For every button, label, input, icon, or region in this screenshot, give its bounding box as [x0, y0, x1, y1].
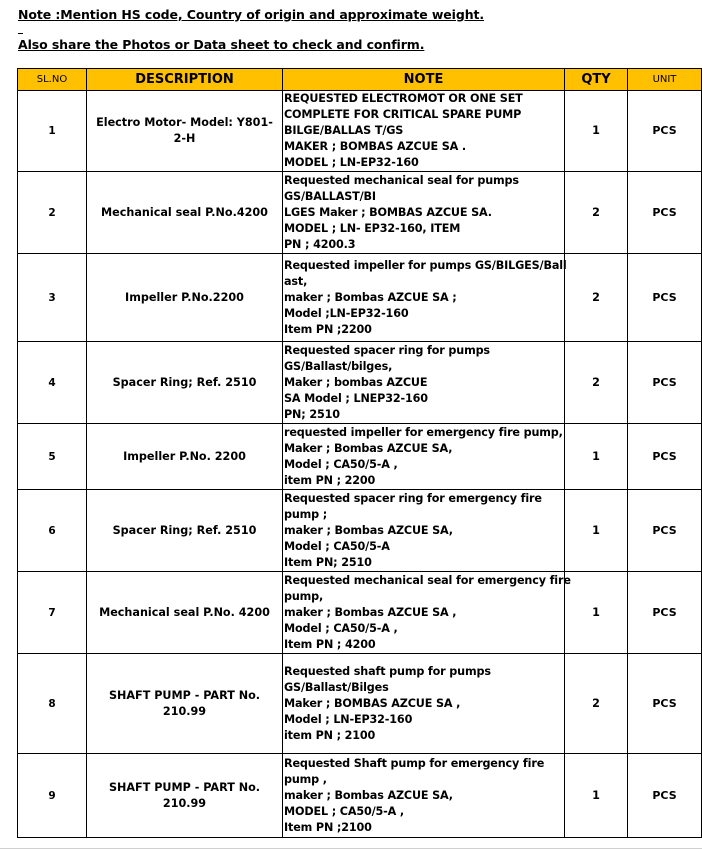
cell-description: Mechanical seal P.No. 4200	[87, 572, 283, 654]
cell-note	[283, 172, 565, 254]
cell-unit: PCS	[628, 572, 702, 654]
note-line: maker ; Bombas AZCUE SA ;	[284, 290, 457, 304]
note-line: item PN ; 2200	[284, 473, 376, 487]
note-line: Maker ; bombas AZCUE	[284, 375, 428, 389]
note-line: PN; 2510	[284, 407, 340, 421]
cell-note	[283, 754, 565, 838]
cell-note	[283, 254, 565, 342]
table-row	[18, 754, 702, 838]
instruction-note-photos: Also share the Photos or Data sheet to check and confirm.	[18, 37, 425, 52]
cell-description: Impeller P.No. 2200	[87, 424, 283, 490]
cell-slno: 4	[18, 342, 87, 424]
note-line: requested impeller for emergency fire pump,	[284, 425, 563, 439]
table-row	[18, 91, 702, 172]
table-row	[18, 490, 702, 572]
cell-unit: PCS	[628, 172, 702, 254]
cell-description: SHAFT PUMP - PART No. 210.99	[87, 754, 283, 838]
cell-qty: 1	[565, 91, 628, 172]
note-line: Requested Shaft pump for emergency fire	[284, 756, 545, 770]
cell-note	[283, 424, 565, 490]
table-row	[18, 254, 702, 342]
instruction-note-hs-code: Note :Mention HS code, Country of origin and approximate weight.	[18, 7, 485, 22]
note-line: COMPLETE FOR CRITICAL SPARE PUMP	[284, 108, 522, 121]
column-header-unit: UNIT	[628, 69, 702, 91]
cell-slno: 9	[18, 754, 87, 838]
note-line: Item PN; 2510	[284, 555, 372, 569]
cell-description: SHAFT PUMP - PART No. 210.99	[87, 654, 283, 754]
stray-mark	[18, 33, 23, 34]
cell-qty: 2	[565, 254, 628, 342]
note-line: LGES Maker ; BOMBAS AZCUE SA.	[284, 205, 492, 219]
note-line: GS/Ballast/bilges,	[284, 359, 393, 373]
table-header-row	[18, 69, 702, 91]
note-line: MODEL ; LN-EP32-160	[284, 156, 419, 169]
cell-unit: PCS	[628, 654, 702, 754]
column-header-qty: QTY	[565, 69, 628, 91]
cell-description: Mechanical seal P.No.4200	[87, 172, 283, 254]
note-line: MODEL ; CA50/5-A ,	[284, 804, 405, 818]
note-line: Maker ; Bombas AZCUE SA,	[284, 441, 453, 455]
cell-note	[283, 654, 565, 754]
cell-unit: PCS	[628, 754, 702, 838]
note-line: MODEL ; LN- EP32-160, ITEM	[284, 221, 461, 235]
cell-qty: 1	[565, 754, 628, 838]
table-row	[18, 654, 702, 754]
cell-slno: 8	[18, 654, 87, 754]
note-line: maker ; Bombas AZCUE SA,	[284, 788, 453, 802]
note-line: Item PN ;2100	[284, 820, 372, 834]
note-line: BILGE/BALLAS T/GS	[284, 124, 404, 137]
note-line: Item PN ;2200	[284, 322, 372, 336]
note-line: SA Model ; LNEP32-160	[284, 391, 428, 405]
note-line: GS/BALLAST/BI	[284, 189, 376, 203]
note-line: Model ; CA50/5-A ,	[284, 457, 398, 471]
table-row	[18, 424, 702, 490]
note-line: REQUESTED ELECTROMOT OR ONE SET	[284, 92, 523, 105]
note-line: pump,	[284, 589, 324, 603]
table-row	[18, 172, 702, 254]
note-line: pump ,	[284, 772, 327, 786]
note-line: PN ; 4200.3	[284, 237, 356, 251]
note-line: Item PN ; 4200	[284, 637, 376, 651]
cell-slno: 5	[18, 424, 87, 490]
cell-unit: PCS	[628, 91, 702, 172]
cell-note	[283, 342, 565, 424]
table-row	[18, 572, 702, 654]
table-row	[18, 342, 702, 424]
cell-note	[283, 91, 565, 172]
note-line: Requested spacer ring for pumps	[284, 343, 490, 357]
cell-unit: PCS	[628, 342, 702, 424]
cell-unit: PCS	[628, 490, 702, 572]
cell-qty: 1	[565, 572, 628, 654]
note-line: Requested spacer ring for emergency fire	[284, 491, 542, 505]
cell-description: Electro Motor- Model: Y801-2-H	[87, 91, 283, 172]
note-line: Maker ; BOMBAS AZCUE SA ,	[284, 696, 461, 710]
note-line: Requested impeller for pumps GS/BILGES/Ball	[284, 258, 567, 272]
note-line: maker ; Bombas AZCUE SA,	[284, 523, 453, 537]
note-line: Model ;LN-EP32-160	[284, 306, 409, 320]
note-line: Requested shaft pump for pumps	[284, 664, 491, 678]
note-line: ast,	[284, 274, 308, 288]
cell-qty: 2	[565, 172, 628, 254]
spare-parts-table	[17, 68, 702, 838]
column-header-description: DESCRIPTION	[87, 69, 283, 91]
cell-unit: PCS	[628, 424, 702, 490]
column-header-slno: SL.NO	[18, 69, 87, 91]
note-line: Model ; CA50/5-A ,	[284, 621, 398, 635]
note-line: MAKER ; BOMBAS AZCUE SA .	[284, 140, 467, 153]
note-line: Requested mechanical seal for pumps	[284, 173, 519, 187]
note-line: pump ;	[284, 507, 328, 521]
cell-slno: 7	[18, 572, 87, 654]
note-line: Model ; LN-EP32-160	[284, 712, 413, 726]
page-bottom-divider	[0, 848, 702, 849]
note-line: Requested mechanical seal for emergency fire	[284, 573, 571, 587]
cell-slno: 6	[18, 490, 87, 572]
note-line: GS/Ballast/Bilges	[284, 680, 389, 694]
cell-slno: 2	[18, 172, 87, 254]
cell-qty: 2	[565, 654, 628, 754]
note-line: maker ; Bombas AZCUE SA ,	[284, 605, 457, 619]
cell-description: Impeller P.No.2200	[87, 254, 283, 342]
note-line: Model ; CA50/5-A	[284, 539, 390, 553]
column-header-note: NOTE	[283, 69, 565, 91]
cell-qty: 1	[565, 424, 628, 490]
cell-description: Spacer Ring; Ref. 2510	[87, 342, 283, 424]
cell-note	[283, 572, 571, 654]
cell-slno: 1	[18, 91, 87, 172]
cell-note	[283, 490, 565, 572]
cell-slno: 3	[18, 254, 87, 342]
note-line: item PN ; 2100	[284, 728, 376, 742]
cell-unit: PCS	[628, 254, 702, 342]
cell-description: Spacer Ring; Ref. 2510	[87, 490, 283, 572]
cell-qty: 2	[565, 342, 628, 424]
cell-qty: 1	[565, 490, 628, 572]
